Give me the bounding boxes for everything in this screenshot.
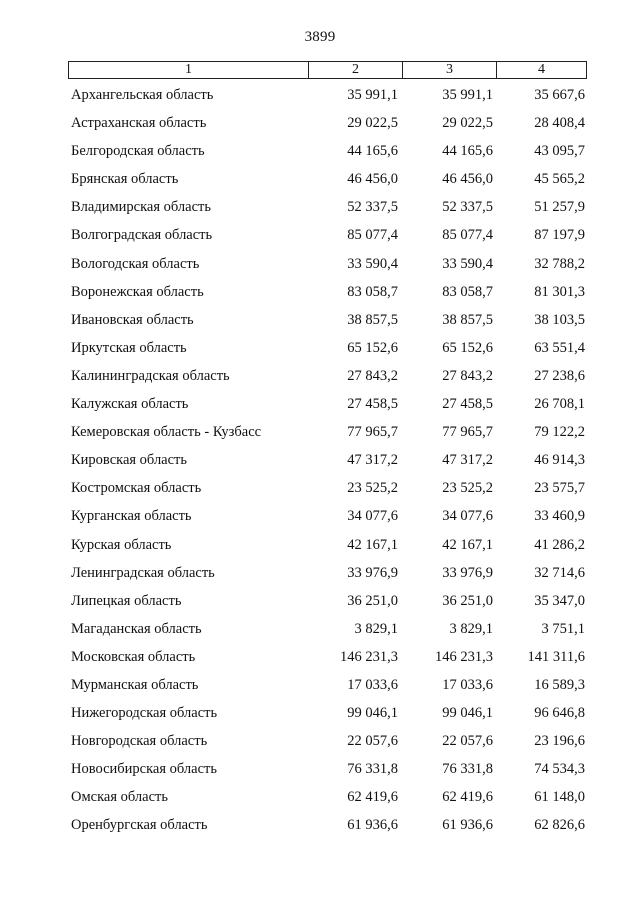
page-number: 3899 bbox=[304, 29, 336, 45]
table-row bbox=[0, 534, 640, 562]
table-row bbox=[0, 562, 640, 590]
value-col-4: 26 708,1 bbox=[534, 396, 585, 413]
value-col-2: 36 251,0 bbox=[347, 592, 398, 609]
value-col-4: 62 826,6 bbox=[534, 817, 585, 834]
value-col-2: 29 022,5 bbox=[347, 115, 398, 132]
value-col-3: 99 046,1 bbox=[442, 705, 493, 722]
region-name: Кировская область bbox=[71, 452, 188, 469]
header-col-3: 3 bbox=[403, 62, 497, 78]
value-col-4: 3 751,1 bbox=[541, 620, 585, 637]
region-name: Магаданская область bbox=[71, 620, 202, 637]
table-row bbox=[0, 196, 640, 224]
value-col-2: 38 857,5 bbox=[347, 311, 398, 328]
value-col-4: 45 565,2 bbox=[534, 171, 585, 188]
value-col-3: 85 077,4 bbox=[442, 227, 493, 244]
value-col-4: 16 589,3 bbox=[534, 676, 585, 693]
value-col-2: 52 337,5 bbox=[347, 199, 398, 216]
region-name: Нижегородская область bbox=[71, 705, 218, 722]
value-col-2: 62 419,6 bbox=[347, 789, 398, 806]
value-col-2: 34 077,6 bbox=[347, 508, 398, 525]
value-col-3: 27 458,5 bbox=[442, 396, 493, 413]
table-row bbox=[0, 786, 640, 814]
table-row bbox=[0, 365, 640, 393]
header-col-2: 2 bbox=[309, 62, 403, 78]
value-col-3: 42 167,1 bbox=[442, 536, 493, 553]
value-col-4: 96 646,8 bbox=[534, 705, 585, 722]
table-row bbox=[0, 421, 640, 449]
region-name: Вологодская область bbox=[71, 255, 200, 272]
value-col-4: 79 122,2 bbox=[534, 424, 585, 441]
table-row bbox=[0, 84, 640, 112]
value-col-4: 33 460,9 bbox=[534, 508, 585, 525]
region-name: Московская область bbox=[71, 648, 196, 665]
table-row bbox=[0, 168, 640, 196]
value-col-4: 141 311,6 bbox=[527, 648, 585, 665]
value-col-4: 87 197,9 bbox=[534, 227, 585, 244]
value-col-3: 36 251,0 bbox=[442, 592, 493, 609]
value-col-3: 77 965,7 bbox=[442, 424, 493, 441]
region-name: Мурманская область bbox=[71, 676, 199, 693]
value-col-3: 38 857,5 bbox=[442, 311, 493, 328]
table-row bbox=[0, 646, 640, 674]
region-name: Архангельская область bbox=[71, 87, 214, 103]
value-col-3: 17 033,6 bbox=[442, 676, 493, 693]
value-col-2: 35 991,1 bbox=[347, 87, 398, 103]
value-col-3: 62 419,6 bbox=[442, 789, 493, 806]
table-row bbox=[0, 758, 640, 786]
value-col-4: 28 408,4 bbox=[534, 115, 585, 132]
value-col-2: 47 317,2 bbox=[347, 452, 398, 469]
value-col-3: 65 152,6 bbox=[442, 339, 493, 356]
value-col-2: 27 843,2 bbox=[347, 367, 398, 384]
value-col-4: 46 914,3 bbox=[534, 452, 585, 469]
value-col-2: 22 057,6 bbox=[347, 733, 398, 750]
value-col-2: 44 165,6 bbox=[347, 143, 398, 160]
region-name: Новгородская область bbox=[71, 733, 208, 750]
region-name: Калужская область bbox=[71, 396, 189, 413]
value-col-3: 34 077,6 bbox=[442, 508, 493, 525]
region-name: Ленинградская область bbox=[71, 564, 215, 581]
value-col-2: 17 033,6 bbox=[347, 676, 398, 693]
region-name: Владимирская область bbox=[71, 199, 211, 216]
table-row bbox=[0, 702, 640, 730]
region-name: Костромская область bbox=[71, 480, 202, 497]
value-col-4: 63 551,4 bbox=[534, 339, 585, 356]
value-col-3: 23 525,2 bbox=[442, 480, 493, 497]
value-col-4: 61 148,0 bbox=[534, 789, 585, 806]
value-col-3: 27 843,2 bbox=[442, 367, 493, 384]
value-col-3: 22 057,6 bbox=[442, 733, 493, 750]
table-row bbox=[0, 814, 640, 842]
value-col-3: 47 317,2 bbox=[442, 452, 493, 469]
value-col-3: 61 936,6 bbox=[442, 817, 493, 834]
value-col-2: 33 976,9 bbox=[347, 564, 398, 581]
region-name: Курганская область bbox=[71, 508, 192, 525]
value-col-2: 85 077,4 bbox=[347, 227, 398, 244]
table-row bbox=[0, 337, 640, 365]
value-col-2: 76 331,8 bbox=[347, 761, 398, 778]
region-name: Волгоградская область bbox=[71, 227, 213, 244]
table-row bbox=[0, 112, 640, 140]
region-name: Курская область bbox=[71, 536, 172, 553]
value-col-4: 41 286,2 bbox=[534, 536, 585, 553]
value-col-3: 146 231,3 bbox=[435, 648, 493, 665]
region-name: Липецкая область bbox=[71, 592, 182, 609]
value-col-2: 65 152,6 bbox=[347, 339, 398, 356]
value-col-3: 35 991,1 bbox=[442, 87, 493, 103]
value-col-2: 61 936,6 bbox=[347, 817, 398, 834]
value-col-2: 146 231,3 bbox=[340, 648, 398, 665]
table-row bbox=[0, 253, 640, 281]
table-row bbox=[0, 281, 640, 309]
region-name: Воронежская область bbox=[71, 283, 204, 300]
value-col-3: 29 022,5 bbox=[442, 115, 493, 132]
value-col-2: 33 590,4 bbox=[347, 255, 398, 272]
value-col-4: 27 238,6 bbox=[534, 367, 585, 384]
value-col-3: 76 331,8 bbox=[442, 761, 493, 778]
region-name: Белгородская область bbox=[71, 143, 205, 160]
value-col-3: 3 829,1 bbox=[449, 620, 493, 637]
value-col-2: 42 167,1 bbox=[347, 536, 398, 553]
value-col-3: 44 165,6 bbox=[442, 143, 493, 160]
table-header bbox=[68, 61, 587, 79]
region-name: Иркутская область bbox=[71, 339, 187, 356]
table-row bbox=[0, 309, 640, 337]
value-col-3: 33 976,9 bbox=[442, 564, 493, 581]
value-col-4: 35 347,0 bbox=[534, 592, 585, 609]
value-col-3: 33 590,4 bbox=[442, 255, 493, 272]
value-col-2: 23 525,2 bbox=[347, 480, 398, 497]
value-col-4: 35 667,6 bbox=[534, 87, 585, 103]
header-col-1: 1 bbox=[69, 62, 309, 78]
value-col-4: 32 788,2 bbox=[534, 255, 585, 272]
value-col-2: 3 829,1 bbox=[354, 620, 398, 637]
value-col-4: 74 534,3 bbox=[534, 761, 585, 778]
region-name: Омская область bbox=[71, 789, 168, 806]
value-col-2: 77 965,7 bbox=[347, 424, 398, 441]
table-row bbox=[0, 140, 640, 168]
table-row bbox=[0, 505, 640, 533]
value-col-4: 32 714,6 bbox=[534, 564, 585, 581]
table-row bbox=[0, 618, 640, 646]
region-name: Оренбургская область bbox=[71, 817, 208, 834]
table-row bbox=[0, 393, 640, 421]
table-row bbox=[0, 477, 640, 505]
table-row bbox=[0, 224, 640, 252]
value-col-4: 51 257,9 bbox=[534, 199, 585, 216]
table-body bbox=[0, 84, 640, 843]
value-col-2: 46 456,0 bbox=[347, 171, 398, 188]
table-row bbox=[0, 674, 640, 702]
value-col-2: 83 058,7 bbox=[347, 283, 398, 300]
table-row bbox=[0, 590, 640, 618]
table-row bbox=[0, 449, 640, 477]
region-name: Кемеровская область - Кузбасс bbox=[71, 424, 262, 441]
region-name: Астраханская область bbox=[71, 115, 207, 132]
region-name: Ивановская область bbox=[71, 311, 194, 328]
region-name: Брянская область bbox=[71, 171, 179, 188]
value-col-2: 27 458,5 bbox=[347, 396, 398, 413]
value-col-3: 52 337,5 bbox=[442, 199, 493, 216]
value-col-2: 99 046,1 bbox=[347, 705, 398, 722]
region-name: Калининградская область bbox=[71, 367, 230, 384]
value-col-4: 43 095,7 bbox=[534, 143, 585, 160]
table-row bbox=[0, 730, 640, 758]
value-col-4: 38 103,5 bbox=[534, 311, 585, 328]
header-col-4: 4 bbox=[538, 62, 545, 77]
value-col-3: 83 058,7 bbox=[442, 283, 493, 300]
value-col-4: 23 575,7 bbox=[534, 480, 585, 497]
value-col-4: 81 301,3 bbox=[534, 283, 585, 300]
region-name: Новосибирская область bbox=[71, 761, 217, 778]
value-col-3: 46 456,0 bbox=[442, 171, 493, 188]
value-col-4: 23 196,6 bbox=[534, 733, 585, 750]
